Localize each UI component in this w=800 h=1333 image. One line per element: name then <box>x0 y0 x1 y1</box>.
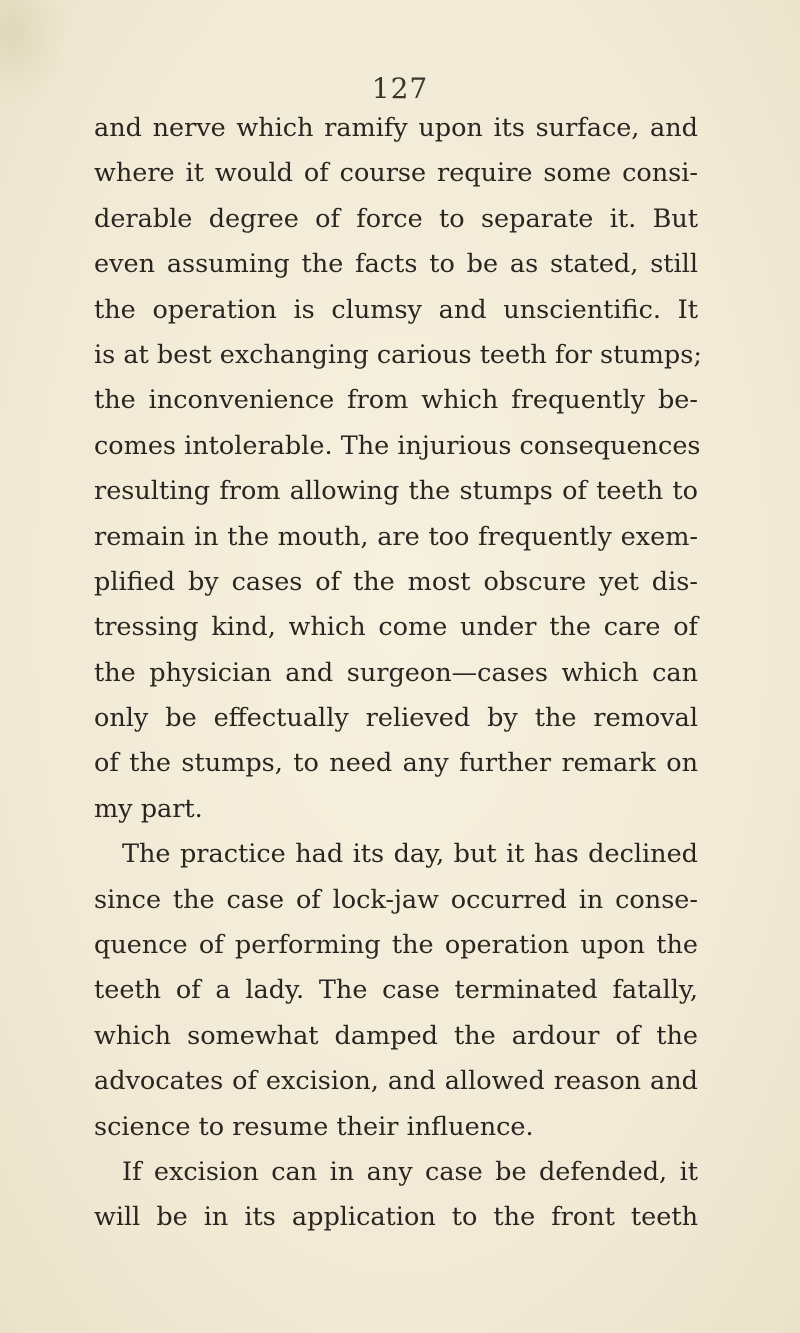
text-line: and nerve which ramify upon its surface, and <box>94 113 698 143</box>
text-line: derable degree of force to separate it. But <box>94 203 698 234</box>
text-line: of the stumps, to need any further remark on <box>94 748 698 779</box>
text-line: will be in its application to the front teeth <box>94 1202 698 1233</box>
text-line: is at best exchanging carious teeth for stumps; <box>94 339 702 370</box>
text-line: since the case of lock-jaw occurred in conse- <box>94 884 698 915</box>
text-line: If excision can in any case be defended, it <box>122 1156 698 1187</box>
text-line: plified by cases of the most obscure yet dis- <box>94 566 698 597</box>
text-line: which somewhat damped the ardour of the <box>94 1020 698 1051</box>
text-line: advocates of excision, and allowed reason and <box>94 1066 698 1097</box>
text-line: my part. <box>94 793 203 824</box>
text-line: only be effectually relieved by the removal <box>94 703 698 734</box>
text-line: teeth of a lady. The case terminated fatally, <box>94 975 698 1006</box>
text-line: tressing kind, which come under the care of <box>94 612 698 643</box>
text-line: science to resume their influence. <box>94 1111 534 1142</box>
text-line: the operation is clumsy and unscientific. It <box>94 294 698 325</box>
text-line: where it would of course require some consi- <box>94 158 698 189</box>
text-line: remain in the mouth, are too frequently exem- <box>94 521 698 552</box>
text-line: comes intolerable. The injurious consequences <box>94 430 701 461</box>
text-line: the physician and surgeon—cases which can <box>94 657 698 688</box>
text-line: resulting from allowing the stumps of teeth to <box>94 476 698 507</box>
text-line: The practice had its day, but it has declined <box>122 839 698 870</box>
text-line: even assuming the facts to be as stated, still <box>94 249 698 280</box>
page-number: 127 <box>371 72 429 105</box>
text-line: the inconvenience from which frequently be- <box>94 385 698 416</box>
text-line: quence of performing the operation upon the <box>94 930 698 961</box>
body-text <box>94 106 702 1241</box>
